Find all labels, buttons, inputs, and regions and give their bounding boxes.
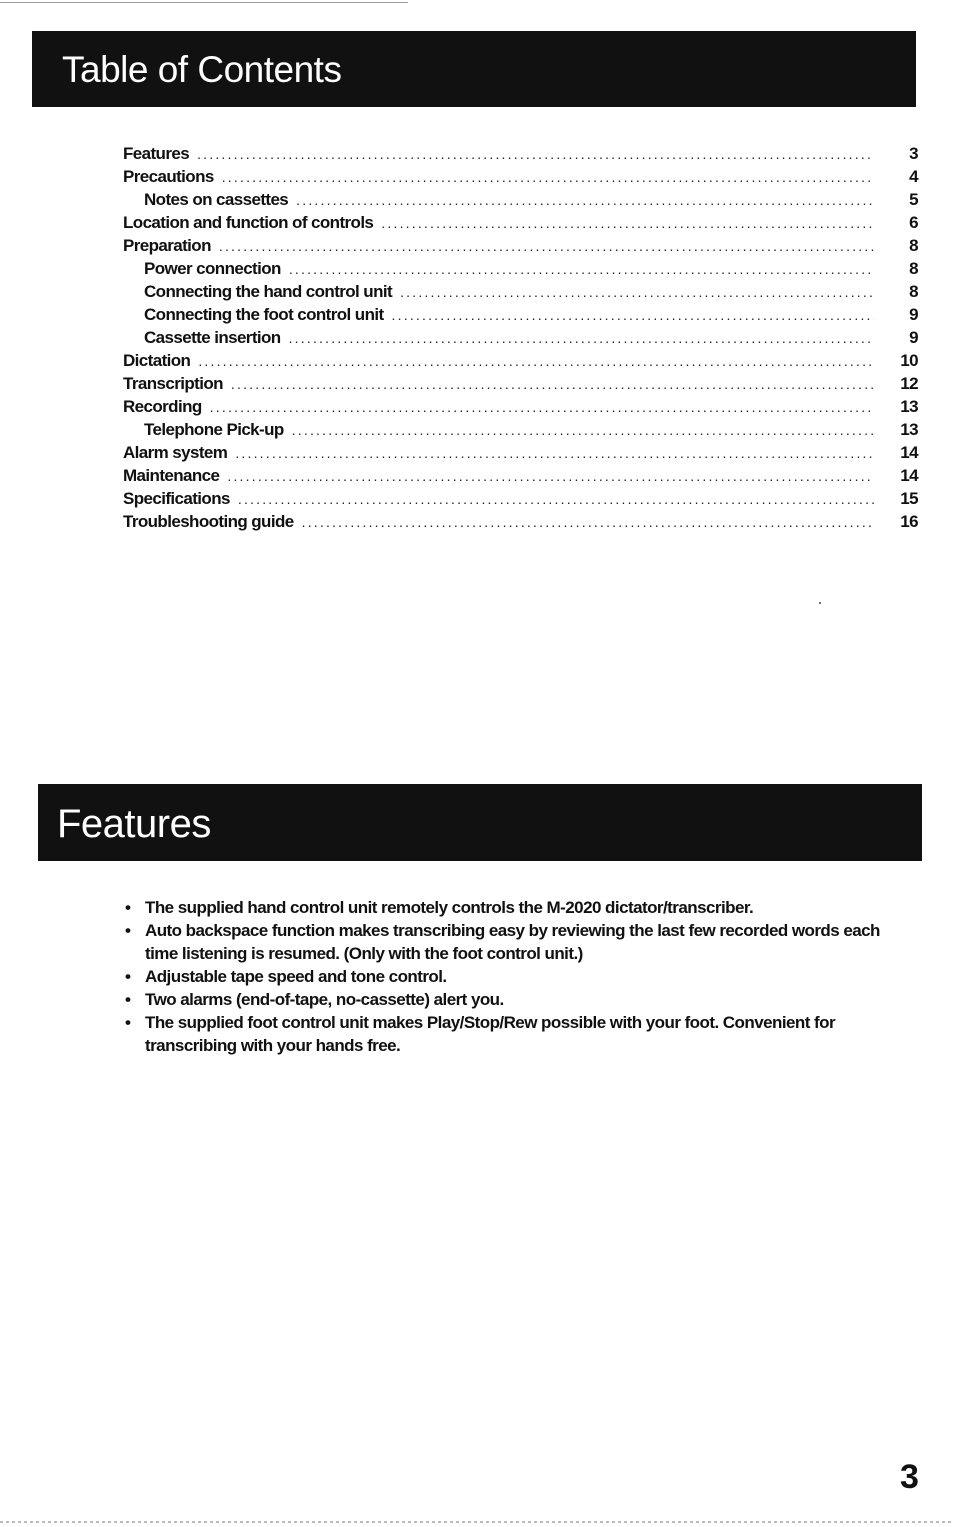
toc-entry[interactable] — [123, 441, 918, 464]
toc-entry-label: Location and function of controls — [123, 213, 374, 232]
toc-entry-label: Preparation — [123, 236, 211, 255]
dot-leader — [400, 281, 874, 304]
toc-entry[interactable] — [123, 487, 918, 510]
toc-entry-page: 8 — [909, 236, 918, 255]
toc-entry-page: 15 — [900, 489, 918, 508]
feature-item — [123, 988, 898, 1011]
bullet-icon: • — [125, 1013, 131, 1032]
feature-text: The supplied hand control unit remotely controls the M-2020 dictator/transcriber. — [145, 898, 754, 917]
toc-entry-label: Troubleshooting guide — [123, 512, 294, 531]
dot-leader — [296, 189, 874, 212]
features-banner — [38, 784, 922, 861]
toc-entry-label: Cassette insertion — [144, 328, 281, 347]
dot-leader — [381, 212, 874, 235]
feature-item — [123, 919, 898, 965]
dot-leader — [227, 465, 874, 488]
dot-leader — [292, 419, 874, 442]
toc-entry-page: 14 — [900, 443, 918, 462]
dot-leader — [392, 304, 874, 327]
dot-leader — [235, 442, 874, 465]
toc-entry-page: 10 — [900, 351, 918, 370]
dot-leader — [289, 258, 874, 281]
toc-entry-label: Telephone Pick-up — [144, 420, 284, 439]
dot-leader — [197, 143, 874, 166]
toc-subentry[interactable] — [123, 188, 918, 211]
bullet-icon: • — [125, 898, 131, 917]
toc-entry[interactable] — [123, 349, 918, 372]
toc-entry-page: 8 — [909, 282, 918, 301]
bottom-rule — [0, 1521, 954, 1523]
toc-subentry[interactable] — [123, 257, 918, 280]
toc-entry-page: 5 — [909, 190, 918, 209]
toc-banner — [32, 31, 916, 107]
dot-leader — [302, 511, 874, 534]
feature-item — [123, 965, 898, 988]
toc-entry-label: Connecting the foot control unit — [144, 305, 384, 324]
toc-subentry[interactable] — [123, 280, 918, 303]
toc-entry-label: Dictation — [123, 351, 191, 370]
toc-title: Table of Contents — [62, 49, 342, 90]
toc-entry[interactable] — [123, 395, 918, 418]
bullet-icon: • — [125, 921, 131, 940]
toc-entry-label: Recording — [123, 397, 202, 416]
toc-entry-page: 14 — [900, 466, 918, 485]
toc-entry-label: Features — [123, 144, 190, 163]
toc-entry[interactable] — [123, 372, 918, 395]
feature-text: The supplied foot control unit makes Play/Stop/Rew possible with your foot. Convenient for transcribing with your hands free. — [145, 1013, 836, 1055]
top-rule — [0, 2, 408, 3]
toc-entry-page: 8 — [909, 259, 918, 278]
features-list — [123, 896, 898, 1057]
toc-entry-label: Power connection — [144, 259, 281, 278]
toc-entry[interactable] — [123, 142, 918, 165]
dot-leader — [198, 350, 874, 373]
toc-entry-label: Connecting the hand control unit — [144, 282, 393, 301]
dot-leader — [231, 373, 874, 396]
toc-entry-page: 9 — [909, 328, 918, 347]
toc-subentry[interactable] — [123, 418, 918, 441]
toc-entry-page: 4 — [909, 167, 918, 186]
page-number: 3 — [900, 1458, 919, 1496]
toc-entry-label: Alarm system — [123, 443, 228, 462]
features-title: Features — [57, 802, 211, 846]
dot-leader — [289, 327, 874, 350]
toc-entry[interactable] — [123, 234, 918, 257]
dot-leader — [222, 166, 874, 189]
toc-list — [123, 142, 918, 533]
feature-text: Two alarms (end-of-tape, no-cassette) alert you. — [145, 990, 504, 1009]
toc-entry-page: 12 — [900, 374, 918, 393]
toc-entry[interactable] — [123, 165, 918, 188]
feature-text: Adjustable tape speed and tone control. — [145, 967, 447, 986]
toc-entry-label: Transcription — [123, 374, 223, 393]
toc-subentry[interactable] — [123, 326, 918, 349]
dot-leader — [210, 396, 874, 419]
toc-entry-page: 9 — [909, 305, 918, 324]
print-speck — [819, 602, 821, 604]
toc-entry[interactable] — [123, 464, 918, 487]
feature-text: Auto backspace function makes transcribing easy by reviewing the last few recorded words each time listening is resumed. (Only with the foot control unit.) — [145, 921, 880, 963]
toc-entry-label: Specifications — [123, 489, 230, 508]
toc-entry-page: 16 — [900, 512, 918, 531]
bullet-icon: • — [125, 967, 131, 986]
toc-entry-page: 13 — [900, 420, 918, 439]
toc-entry-label: Maintenance — [123, 466, 220, 485]
toc-entry-label: Notes on cassettes — [144, 190, 289, 209]
toc-entry[interactable] — [123, 211, 918, 234]
toc-entry[interactable] — [123, 510, 918, 533]
bullet-icon: • — [125, 990, 131, 1009]
feature-item — [123, 1011, 898, 1057]
dot-leader — [238, 488, 874, 511]
feature-item — [123, 896, 898, 919]
dot-leader — [219, 235, 874, 258]
toc-entry-page: 3 — [909, 144, 918, 163]
toc-entry-page: 6 — [909, 213, 918, 232]
toc-entry-page: 13 — [900, 397, 918, 416]
toc-subentry[interactable] — [123, 303, 918, 326]
toc-entry-label: Precautions — [123, 167, 214, 186]
